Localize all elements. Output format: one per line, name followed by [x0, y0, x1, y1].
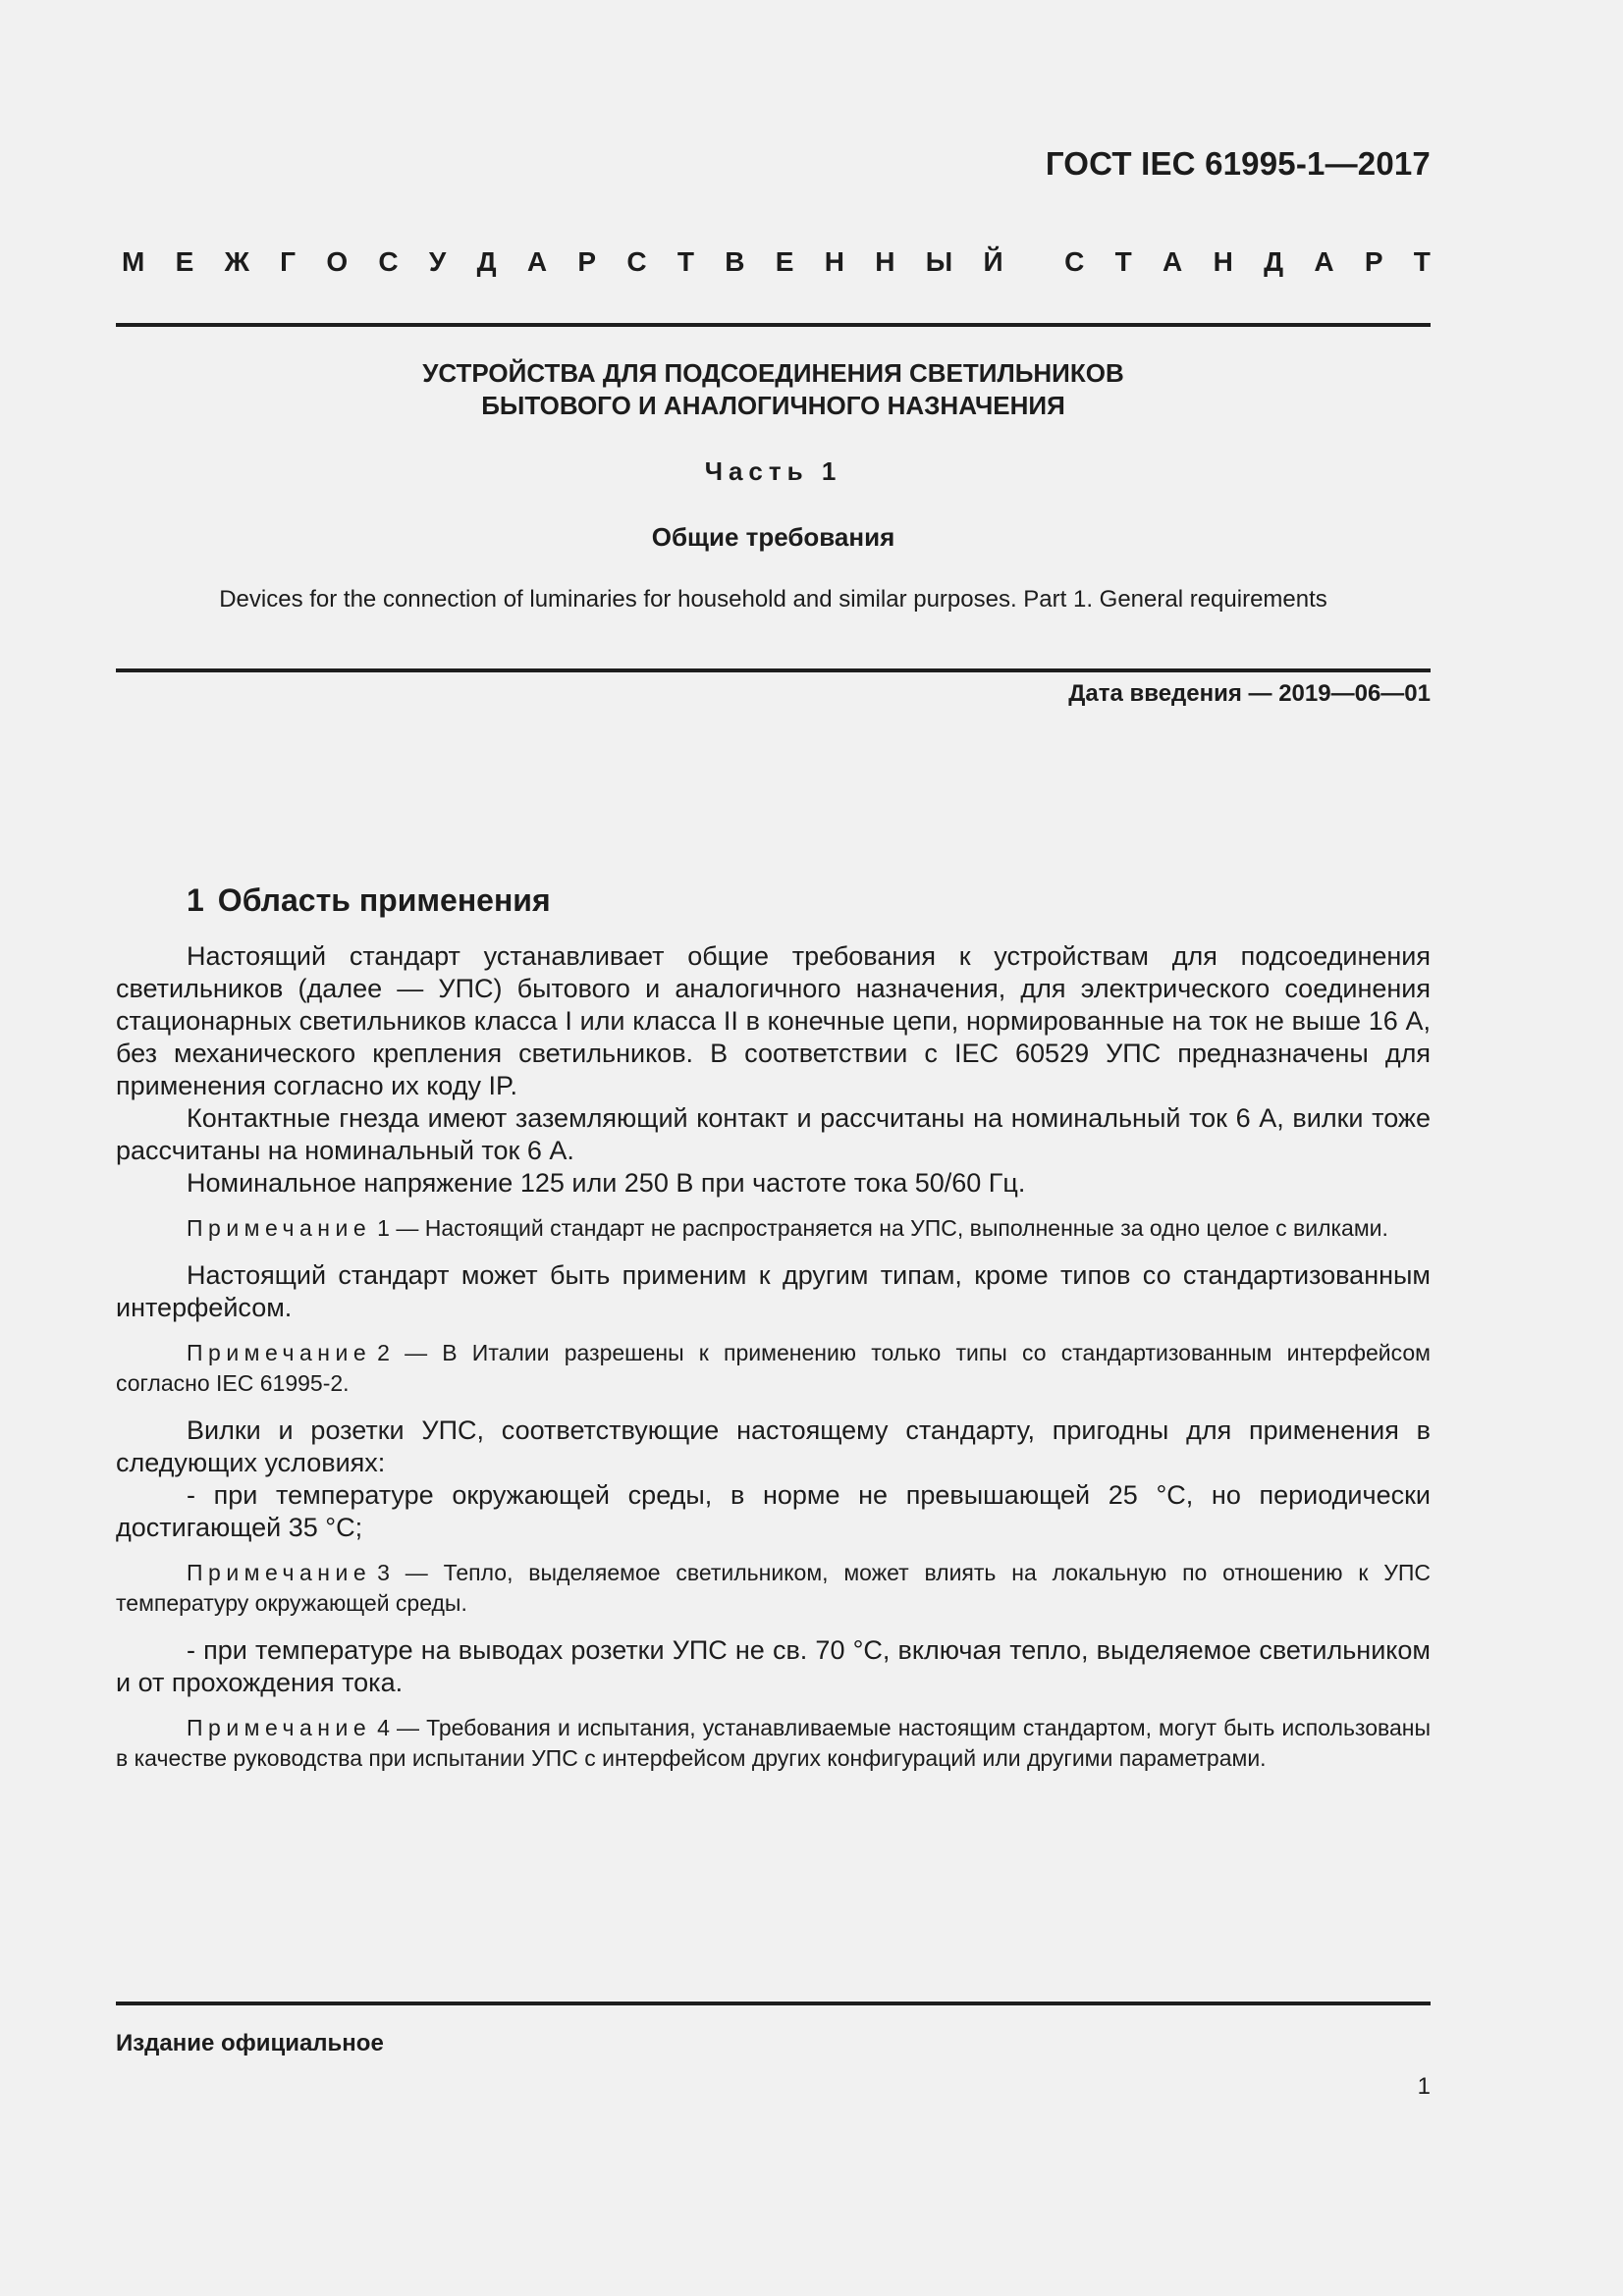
section-number: 1: [187, 882, 204, 918]
top-divider: [116, 323, 1431, 327]
document-number: ГОСТ IEC 61995-1—2017: [1045, 145, 1431, 182]
note-4: [116, 1713, 1431, 1774]
interstate-letter: А: [526, 246, 548, 277]
section-content: [116, 880, 1431, 1789]
interstate-letter: А: [1314, 246, 1334, 277]
section-title-text: Область применения: [217, 882, 551, 918]
interstate-letter: Т: [1114, 246, 1132, 277]
note-label: Примечание: [187, 1340, 372, 1365]
interstate-letter: Н: [875, 246, 895, 277]
interstate-letter: Т: [676, 246, 694, 277]
note-text: 3 — Тепло, выделяемое светильником, может влиять на локальную по отношению к УПС температуру окружающей среды.: [116, 1560, 1431, 1616]
interstate-letter: А: [1163, 246, 1183, 277]
interstate-letter: Ж: [224, 246, 249, 277]
middle-divider: [116, 668, 1431, 672]
interstate-letter: Д: [1264, 246, 1284, 277]
interstate-letter: В: [725, 246, 745, 277]
list-item-ambient-temperature: - при температуре окружающей среды, в норме не превышающей 25 °С, но периодически достигающей 35 °С;: [116, 1480, 1431, 1542]
interstate-letter: Н: [1213, 246, 1233, 277]
paragraph-conditions: Вилки и розетки УПС, соответствующие настоящему стандарту, пригодны для применения в следующих условиях:: [116, 1415, 1431, 1477]
title-line-2: БЫТОВОГО И АНАЛОГИЧНОГО НАЗНАЧЕНИЯ: [481, 391, 1065, 420]
paragraph-other-types: Настоящий стандарт может быть применим к другим типам, кроме типов со стандартизованным интерфейсом.: [116, 1260, 1431, 1322]
note-2: [116, 1338, 1431, 1399]
interstate-letter: Н: [824, 246, 844, 277]
note-text: 1 — Настоящий стандарт не распространяется на УПС, выполненные за одно целое с вилками.: [377, 1215, 1388, 1241]
interstate-letter: Д: [476, 246, 497, 277]
interstate-letter: Е: [775, 246, 794, 277]
document-page: [116, 0, 1431, 2296]
document-subtitle: Общие требования: [651, 522, 895, 552]
interstate-letter: О: [326, 246, 349, 277]
note-label: Примечание: [187, 1715, 372, 1740]
note-text: 4 — Требования и испытания, устанавливаемые настоящим стандартом, могут быть использованы в качестве руководства при испытании УПС с интерфейсом других конфигураций или другими параметрами.: [116, 1715, 1431, 1771]
interstate-letter: М: [122, 246, 145, 277]
interstate-letter: Е: [175, 246, 194, 277]
page-number: 1: [1417, 2073, 1431, 2100]
note-label: Примечание: [187, 1215, 372, 1241]
interstate-letter: Г: [280, 246, 297, 277]
title-line-1: УСТРОЙСТВА ДЛЯ ПОДСОЕДИНЕНИЯ СВЕТИЛЬНИКОВ: [422, 358, 1124, 388]
interstate-letter: Р: [1364, 246, 1383, 277]
official-edition-label: Издание официальное: [116, 2030, 384, 2056]
section-heading: [187, 880, 1431, 921]
interstate-standard-heading: [122, 246, 1431, 278]
interstate-letter: С: [626, 246, 647, 277]
interstate-letter: У: [428, 246, 447, 277]
note-text: 2 — В Италии разрешены к применению только типы со стандартизованным интерфейсом согласно IEC 61995-2.: [116, 1340, 1431, 1396]
paragraph-voltage: Номинальное напряжение 125 или 250 В при частоте тока 50/60 Гц.: [187, 1168, 1026, 1198]
list-item-terminal-temperature: - при температуре на выводах розетки УПС не св. 70 °С, включая тепло, выделяемое светильником и от прохождения тока.: [116, 1635, 1431, 1697]
note-label: Примечание: [187, 1560, 372, 1585]
english-title: Devices for the connection of luminaries for household and similar purposes. Part 1. General requirements: [219, 586, 1327, 613]
bottom-divider: [116, 2002, 1431, 2005]
note-1: [116, 1213, 1431, 1244]
document-title: [116, 357, 1431, 422]
interstate-letter: С: [1064, 246, 1085, 277]
paragraph-scope: Настоящий стандарт устанавливает общие требования к устройствам для подсоединения светильников (далее — УПС) бытового и аналогичного назначения, для электрического соединения стационарных светильников класса I или класса II в конечные цепи, нормированные на ток не выше 16 А, без механического крепления светильников. В соответствии с IEC 60529 УПС предназначены для применения согласно их коду IP.: [116, 941, 1431, 1100]
introduction-date: Дата введения — 2019—06—01: [1068, 680, 1431, 707]
interstate-letter: Р: [577, 246, 597, 277]
interstate-letter: Ы: [925, 246, 953, 277]
interstate-letter: С: [378, 246, 399, 277]
paragraph-contacts: Контактные гнезда имеют заземляющий контакт и рассчитаны на номинальный ток 6 А, вилки тоже рассчитаны на номинальный ток 6 А.: [116, 1103, 1431, 1165]
interstate-letter: Й: [983, 246, 1003, 277]
interstate-letter: Т: [1413, 246, 1431, 277]
note-3: [116, 1558, 1431, 1619]
part-label: Часть 1: [704, 456, 842, 486]
